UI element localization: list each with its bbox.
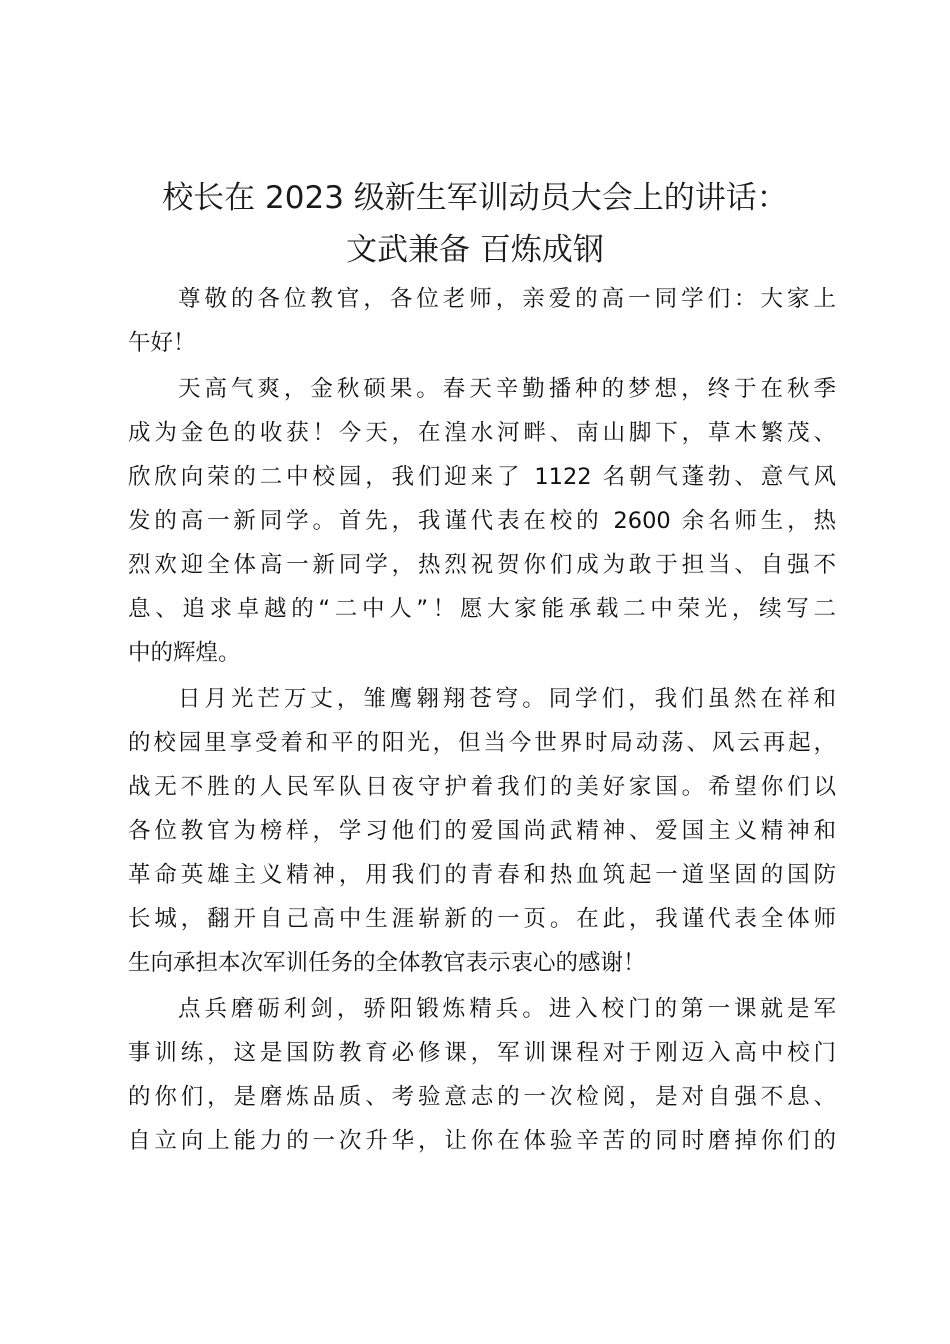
text-line: 天高气爽，金秋硕果。春天辛勤播种的梦想，终于在秋季 xyxy=(178,376,836,402)
text-line: 的校园里享受着和平的阳光，但当今世界时局动荡、风云再起， xyxy=(128,730,836,756)
text-line: 日月光芒万丈，雏鹰翱翔苍穹。同学们，我们虽然在祥和 xyxy=(178,686,836,712)
paragraph-welcome xyxy=(128,367,836,675)
text-line: 午好！ xyxy=(128,330,196,356)
text-line: 革命英雄主义精神，用我们的青春和热血筑起一道坚固的国防 xyxy=(128,862,836,888)
text-line: 息、追求卓越的“二中人”！愿大家能承载二中荣光，续写二 xyxy=(128,596,836,622)
text-line: 成为金色的收获！今天，在湟水河畔、南山脚下，草木繁茂、 xyxy=(128,420,836,446)
text-line: 生向承担本次军训任务的全体教官表示衷心的感谢！ xyxy=(128,950,646,976)
document-title xyxy=(100,172,850,276)
text-line: 的你们，是磨炼品质、考验意志的一次检阅，是对自强不息、 xyxy=(128,1084,836,1110)
paragraph-training xyxy=(128,987,836,1163)
paragraph-inspiration xyxy=(128,677,836,985)
text-line: 中的辉煌。 xyxy=(128,640,241,666)
document-body xyxy=(128,277,836,1165)
text-line: 各位教官为榜样，学习他们的爱国尚武精神、爱国主义精神和 xyxy=(128,818,836,844)
paragraph-greeting xyxy=(128,277,836,365)
text-line: 战无不胜的人民军队日夜守护着我们的美好家国。希望你们以 xyxy=(128,774,836,800)
text-line: 自立向上能力的一次升华，让你在体验辛苦的同时磨掉你们的 xyxy=(128,1128,836,1154)
title-line-2: 文武兼备 百炼成钢 xyxy=(346,232,604,268)
text-line: 点兵磨砺利剑，骄阳锻炼精兵。进入校门的第一课就是军 xyxy=(178,996,836,1022)
text-line: 事训练，这是国防教育必修课，军训课程对于刚迈入高中校门 xyxy=(128,1040,836,1066)
text-line: 发的高一新同学。首先，我谨代表在校的 2600 余名师生，热 xyxy=(128,508,836,534)
title-line-1: 校长在 2023 级新生军训动员大会上的讲话： xyxy=(162,180,788,216)
text-line: 烈欢迎全体高一新同学，热烈祝贺你们成为敢于担当、自强不 xyxy=(128,552,836,578)
text-line: 尊敬的各位教官，各位老师，亲爱的高一同学们：大家上 xyxy=(178,286,836,312)
text-line: 长城，翻开自己高中生涯崭新的一页。在此，我谨代表全体师 xyxy=(128,906,836,932)
text-line: 欣欣向荣的二中校园，我们迎来了 1122 名朝气蓬勃、意气风 xyxy=(128,464,836,490)
